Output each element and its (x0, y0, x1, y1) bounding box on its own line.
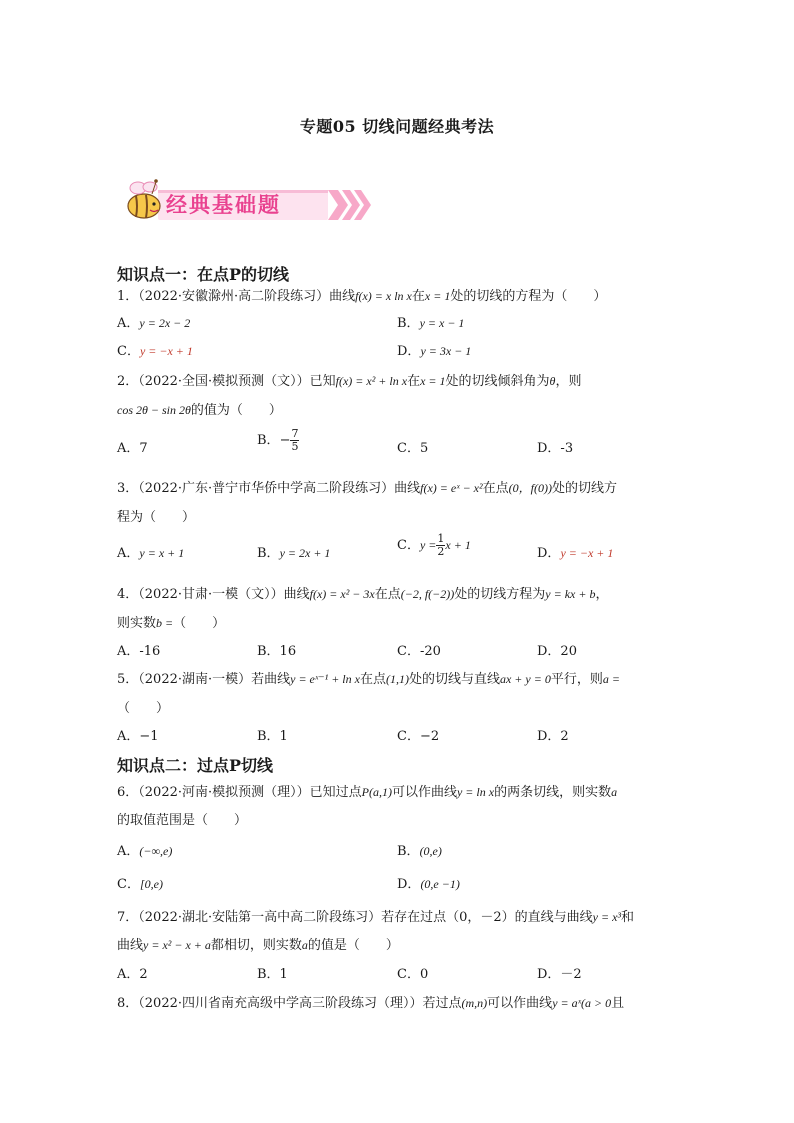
question-4-line2: 则实数b =（ ） (117, 616, 226, 631)
page-title: 专题05 切线问题经典考法 (299, 117, 495, 136)
q5-option-a: A．−1 (117, 729, 159, 744)
question-2-line2: cos 2θ − sin 2θ的值为（ ） (117, 403, 282, 418)
q5-option-d: D．2 (537, 729, 569, 744)
question-4-stem: 4．（2022·甘肃·一模（文））曲线f(x) = x² − 3x在点(−2, f(−2))处的切线方程为y = kx + b， (117, 587, 609, 602)
section-heading-2: 知识点二：过点P切线 (117, 756, 274, 775)
question-6-stem: 6．（2022·河南·模拟预测（理））已知过点P(a,1)可以作曲线y = ln x的两条切线，则实数a (117, 785, 618, 800)
q4-option-a: A．-16 (117, 644, 161, 659)
q2-option-b: B．− $\frac{7}{5}$ (257, 427, 299, 453)
question-5-line2: （ ） (117, 701, 170, 716)
q3-option-b: B．y = 2x + 1 (257, 546, 331, 561)
q3-option-c: C．y = $\frac{1}{2}$ x + 1 (397, 532, 471, 558)
question-3-line2: 程为（ ） (117, 510, 196, 525)
section-banner (116, 170, 376, 230)
question-1-stem: 1．（2022·安徽滁州·高二阶段练习）曲线f(x) = x ln x在x = 1处的切线的方程为（ ） (117, 289, 607, 304)
question-7-line2: 曲线y = x² − x + a都相切，则实数a的值是（ ） (117, 938, 399, 953)
question-2-stem: 2．（2022·全国·模拟预测（文））已知f(x) = x² + ln x在x = 1处的切线倾斜角为θ，则 (117, 374, 582, 389)
q6-option-b: B．(0,e) (397, 844, 442, 859)
q7-option-d: D．－2 (537, 967, 582, 982)
q7-option-a: A．2 (117, 967, 148, 982)
q5-option-c: C．−2 (397, 729, 440, 744)
q2-option-a: A．7 (117, 441, 148, 456)
bee-icon (128, 179, 160, 218)
fraction: $\frac{7}{5}$ (291, 427, 299, 453)
q1-option-c: C．y = −x + 1 (117, 344, 193, 359)
question-3-stem: 3．（2022·广东·普宁市华侨中学高二阶段练习）曲线f(x) = eˣ − x²在点(0，f(0))处的切线方 (117, 481, 617, 496)
section-heading-1: 知识点一：在点P的切线 (117, 265, 290, 284)
q2-option-d: D．-3 (537, 441, 574, 456)
q3-option-a: A．y = x + 1 (117, 546, 185, 561)
q6-option-d: D．(0,e −1) (397, 877, 460, 892)
q7-option-b: B．1 (257, 967, 288, 982)
question-7-stem: 7．（2022·湖北·安陆第一高中高二阶段练习）若存在过点（0，－2）的直线与曲线y = x³和 (117, 910, 635, 925)
q4-option-c: C．-20 (397, 644, 441, 659)
question-6-line2: 的取值范围是（ ） (117, 813, 248, 828)
fraction: $\frac{1}{2}$ (437, 532, 445, 558)
math-expr: x = 1 (424, 289, 451, 303)
q1-option-b: B．y = x − 1 (397, 316, 465, 331)
q3-option-d: D．y = −x + 1 (537, 546, 614, 561)
math-expr: f(x) = x ln x (355, 289, 412, 303)
q1-option-a: A．y = 2x − 2 (117, 316, 191, 331)
q2-option-c: C．5 (397, 441, 429, 456)
question-8-stem: 8．（2022·四川省南充高级中学高三阶段练习（理））若过点(m,n)可以作曲线y = aˣ(a > 0且 (117, 996, 625, 1011)
q5-option-b: B．1 (257, 729, 288, 744)
q6-option-a: A．(−∞,e) (117, 844, 173, 859)
q6-option-c: C．[0,e) (117, 877, 163, 892)
banner-title: 经典基础题 (166, 193, 281, 217)
q4-option-b: B．16 (257, 644, 297, 659)
q4-option-d: D．20 (537, 644, 577, 659)
q7-option-c: C．0 (397, 967, 429, 982)
q1-option-d: D．y = 3x − 1 (397, 344, 472, 359)
question-5-stem: 5．（2022·湖南·一模）若曲线y = eˣ⁻¹ + ln x在点(1,1)处的切线与直线ax + y = 0平行，则a = (117, 672, 620, 687)
